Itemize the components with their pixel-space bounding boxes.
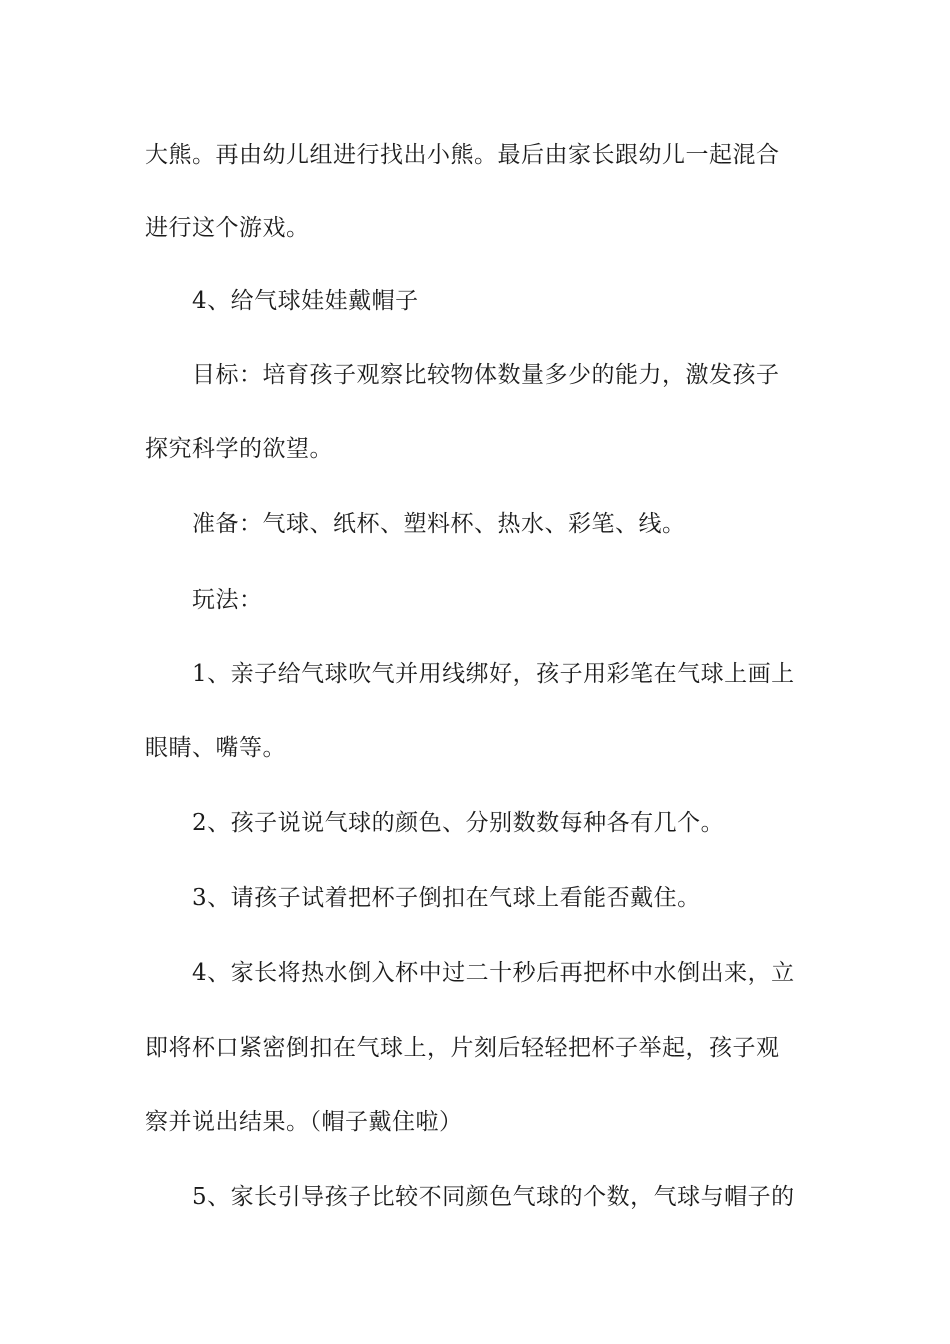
paragraph-line: 探究科学的欲望。 (145, 436, 333, 462)
method-label: 玩法： (192, 587, 263, 613)
paragraph-line: 眼睛、嘴等。 (145, 735, 286, 761)
section-heading: 4、给气球娃娃戴帽子 (192, 288, 419, 314)
step-line: 2、孩子说说气球的颜色、分别数数每种各有几个。 (192, 810, 725, 836)
goal-line: 目标：培育孩子观察比较物体数量多少的能力，激发孩子 (192, 362, 780, 388)
paragraph-line: 即将杯口紧密倒扣在气球上，片刻后轻轻把杯子举起，孩子观 (145, 1035, 780, 1061)
step-line: 5、家长引导孩子比较不同颜色气球的个数，气球与帽子的 (192, 1184, 795, 1210)
step-line: 4、家长将热水倒入杯中过二十秒后再把杯中水倒出来，立 (192, 960, 795, 986)
paragraph-line: 察并说出结果。（帽子戴住啦） (145, 1109, 463, 1135)
paragraph-line: 大熊。再由幼儿组进行找出小熊。最后由家长跟幼儿一起混合 (145, 142, 780, 168)
paragraph-line: 进行这个游戏。 (145, 215, 310, 241)
step-line: 3、请孩子试着把杯子倒扣在气球上看能否戴住。 (192, 885, 701, 911)
preparation-line: 准备：气球、纸杯、塑料杯、热水、彩笔、线。 (192, 511, 686, 537)
step-line: 1、亲子给气球吹气并用线绑好，孩子用彩笔在气球上画上 (192, 661, 795, 687)
